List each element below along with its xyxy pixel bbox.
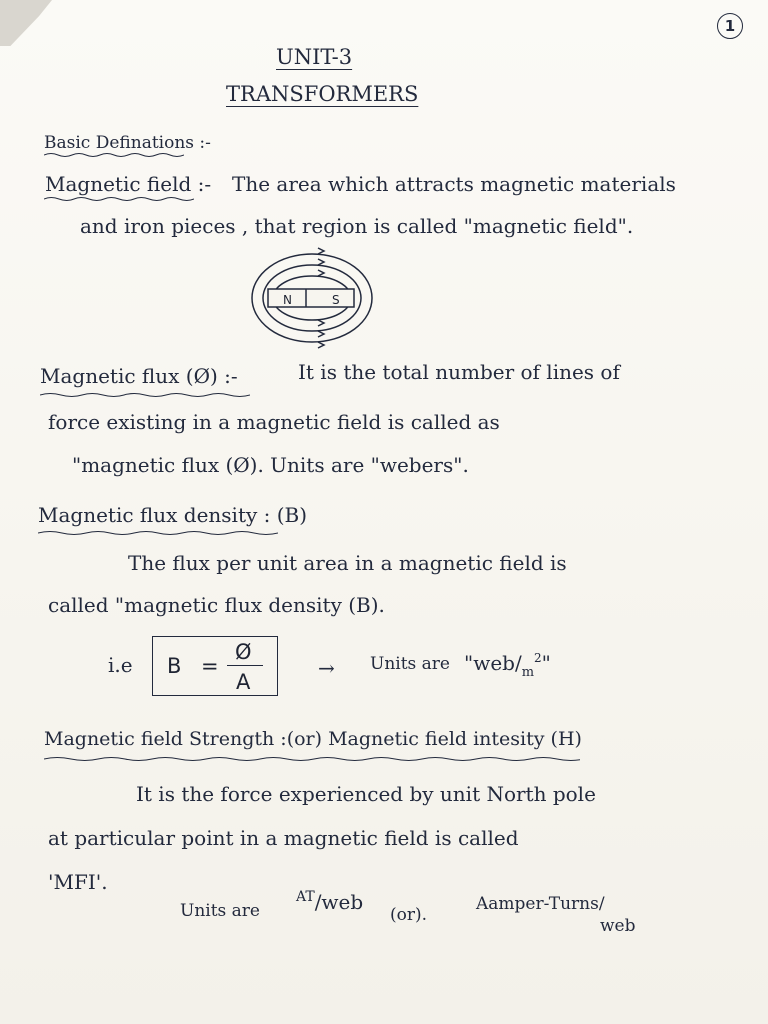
units-squared: 2 [534,651,542,665]
ie-label: i.e [108,653,133,677]
units-web: "web/ [464,651,522,675]
section-heading: Basic Definations :- [44,133,211,153]
field-strength-units-at [296,890,363,912]
field-lines-svg [246,246,378,350]
flux-density-line-1: The flux per unit area in a magnetic field is [128,551,567,575]
flux-density-units-label: Units are [370,654,450,674]
unit-heading: UNIT-3 [276,45,353,69]
fraction-bar [227,665,263,666]
magnetic-flux-line-3: "magnetic flux (Ø). Units are "webers". [72,453,469,477]
magnetic-flux-line-2: force existing in a magnetic field is called as [48,410,500,434]
formula-box [152,636,278,696]
underline-section [44,152,184,158]
units-close-quote: " [541,651,551,675]
underline-magnetic-flux [40,392,250,398]
torn-page-corner [0,0,52,46]
field-strength-line-3: 'MFI'. [48,870,108,894]
units-per-web: /web [314,890,364,914]
or-text: (or). [390,905,428,925]
page-title: TRANSFORMERS [226,82,419,106]
north-pole-label: N [283,293,292,307]
formula-denominator: A [236,670,251,694]
field-strength-units-long: Aamper-Turns/ [476,894,605,914]
term-magnetic-flux: Magnetic flux (Ø) :- [40,364,238,388]
field-strength-units-label: Units are [180,901,260,921]
term-field-strength: Magnetic field Strength :(or) Magnetic field intesity (H) [44,728,582,750]
field-strength-line-2: at particular point in a magnetic field is called [48,826,519,850]
units-at: AT [296,889,315,905]
field-strength-units-long-den: web [600,916,636,936]
term-flux-density: Magnetic flux density : (B) [38,503,308,527]
page-number: 1 [717,13,743,39]
field-strength-line-1: It is the force experienced by unit North pole [136,782,596,806]
arrow-symbol: → [318,656,335,680]
term-magnetic-field: Magnetic field :- [45,172,212,196]
magnetic-flux-line-1: It is the total number of lines of [298,360,620,384]
flux-density-units-value [464,652,551,679]
formula-equals: = [201,654,219,678]
bar-magnet-field-diagram [246,246,378,350]
flux-density-line-2: called "magnetic flux density (B). [48,593,385,617]
underline-flux-density [38,530,278,536]
underline-field-strength [44,756,580,762]
magnetic-field-line-2: and iron pieces , that region is called "magnetic field". [80,214,634,238]
formula-numerator: Ø [235,640,252,664]
underline-magnetic-field [44,196,194,202]
south-pole-label: S [332,293,340,307]
units-m: m [521,665,535,680]
formula-lhs: B [167,654,182,678]
magnetic-field-line-1: The area which attracts magnetic materials [232,172,676,196]
